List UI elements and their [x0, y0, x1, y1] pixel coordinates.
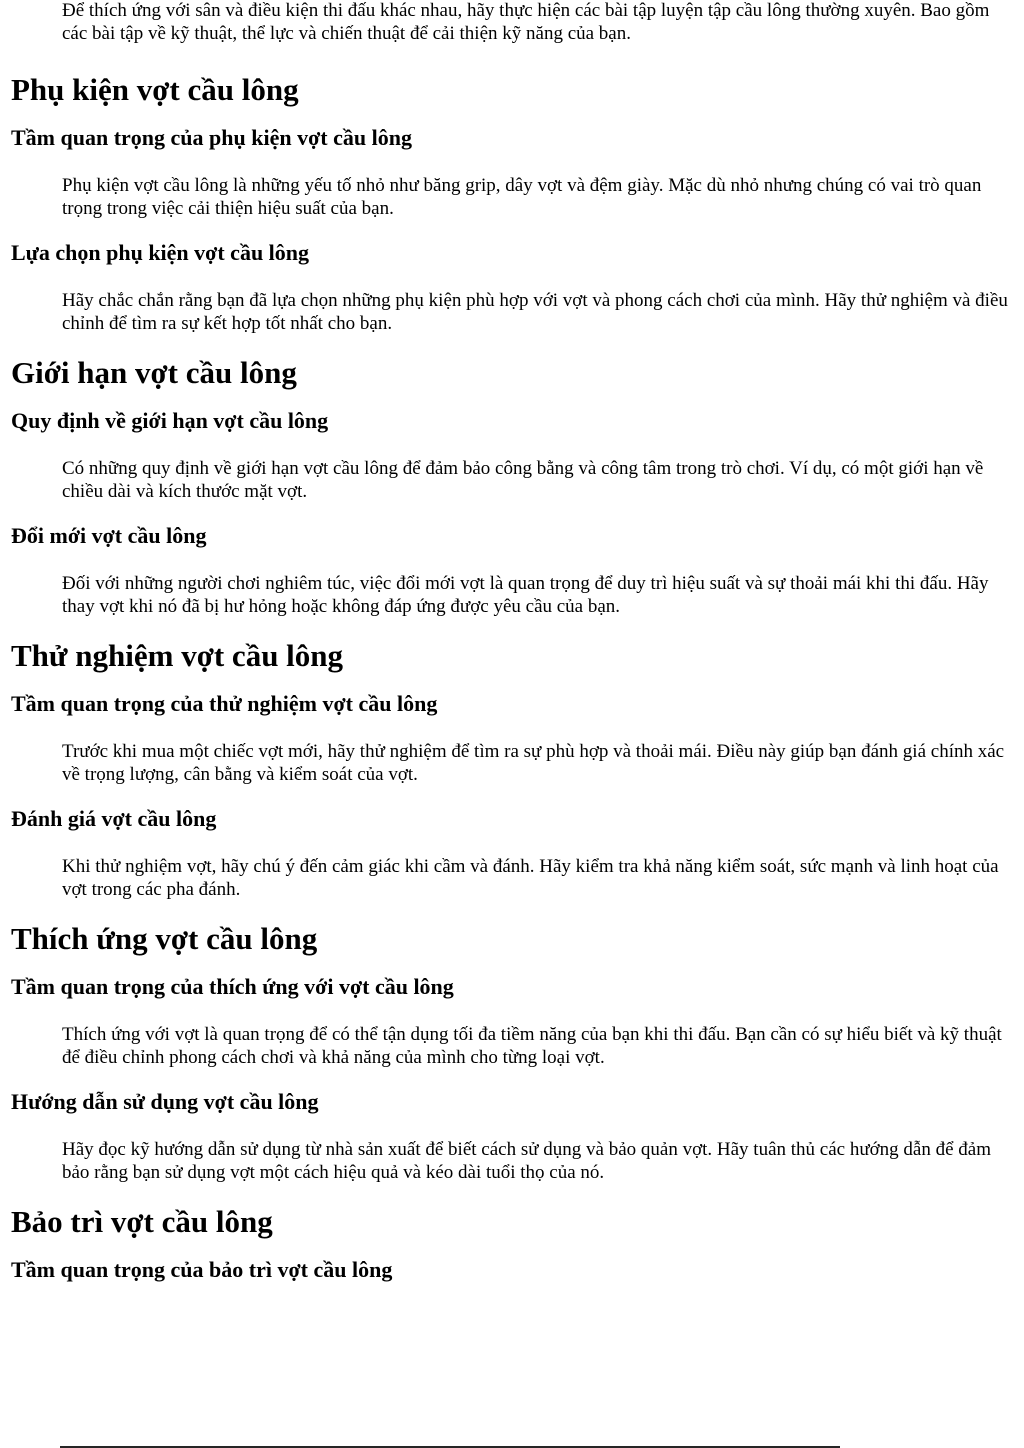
subsection-heading: Tầm quan trọng của phụ kiện vợt cầu lông [11, 125, 412, 150]
subsection-heading: Đánh giá vợt cầu lông [11, 806, 217, 831]
paragraph: Hãy đọc kỹ hướng dẫn sử dụng từ nhà sản xuất để biết cách sử dụng và bảo quản vợt. Hãy tuân thủ các hướng dẫn để đảm bảo rằng bạn sử dụng vợt một cách hiệu quả và kéo dài tuổi thọ của nó. [62, 1139, 992, 1183]
section-heading-limits: Giới hạn vợt cầu lông [11, 355, 297, 390]
paragraph: Đối với những người chơi nghiêm túc, việc đổi mới vợt là quan trọng để duy trì hiệu suất và sự thoải mái khi thi đấu. Hãy thay vợt khi nó đã bị hư hỏng hoặc không đáp ứng được yêu cầu của bạn. [62, 573, 989, 617]
section-heading-testing: Thử nghiệm vợt cầu lông [11, 638, 344, 673]
subsection-heading: Tầm quan trọng của bảo trì vợt cầu lông [11, 1257, 393, 1282]
subsection-heading: Quy định về giới hạn vợt cầu lông [11, 408, 329, 433]
section-heading-adaptation: Thích ứng vợt cầu lông [11, 921, 318, 956]
paragraph: Thích ứng với vợt là quan trọng để có thể tận dụng tối đa tiềm năng của bạn khi thi đấu. Bạn cần có sự hiểu biết và kỹ thuật để điều chỉnh phong cách chơi và khả năng của mình cho từng loại vợt. [62, 1024, 1002, 1068]
subsection-heading: Hướng dẫn sử dụng vợt cầu lông [11, 1089, 319, 1114]
cut-off-text-line [60, 1440, 960, 1448]
section-heading-accessories: Phụ kiện vợt cầu lông [11, 72, 299, 107]
subsection-heading: Tầm quan trọng của thích ứng với vợt cầu lông [11, 974, 454, 999]
section-heading-maintenance: Bảo trì vợt cầu lông [11, 1204, 273, 1239]
paragraph: Hãy chắc chắn rằng bạn đã lựa chọn những phụ kiện phù hợp với vợt và phong cách chơi của mình. Hãy thử nghiệm và điều chỉnh để tìm ra sự kết hợp tốt nhất cho bạn. [62, 290, 1008, 334]
subsection-heading: Tầm quan trọng của thử nghiệm vợt cầu lông [11, 691, 438, 716]
paragraph: Trước khi mua một chiếc vợt mới, hãy thử nghiệm để tìm ra sự phù hợp và thoải mái. Điều này giúp bạn đánh giá chính xác về trọng lượng, cân bằng và kiểm soát của vợt. [62, 741, 1005, 785]
paragraph: Khi thử nghiệm vợt, hãy chú ý đến cảm giác khi cầm và đánh. Hãy kiểm tra khả năng kiểm soát, sức mạnh và linh hoạt của vợt trong các pha đánh. [62, 856, 999, 900]
article-content [11, 65, 1016, 1306]
paragraph: Phụ kiện vợt cầu lông là những yếu tố nhỏ như băng grip, dây vợt và đệm giày. Mặc dù nhỏ nhưng chúng có vai trò quan trọng trong việc cải thiện hiệu suất của bạn. [62, 175, 982, 219]
lead-paragraph: Để thích ứng với sân và điều kiện thi đấu khác nhau, hãy thực hiện các bài tập luyện tập cầu lông thường xuyên. Bao gồm các bài tập về kỹ thuật, thể lực và chiến thuật để cải thiện kỹ năng của bạn. [62, 0, 990, 44]
subsection-heading: Lựa chọn phụ kiện vợt cầu lông [11, 240, 310, 265]
subsection-heading: Đổi mới vợt cầu lông [11, 523, 207, 548]
paragraph: Có những quy định về giới hạn vợt cầu lông để đảm bảo công bằng và công tâm trong trò chơi. Ví dụ, có một giới hạn về chiều dài và kích thước mặt vợt. [62, 458, 984, 502]
